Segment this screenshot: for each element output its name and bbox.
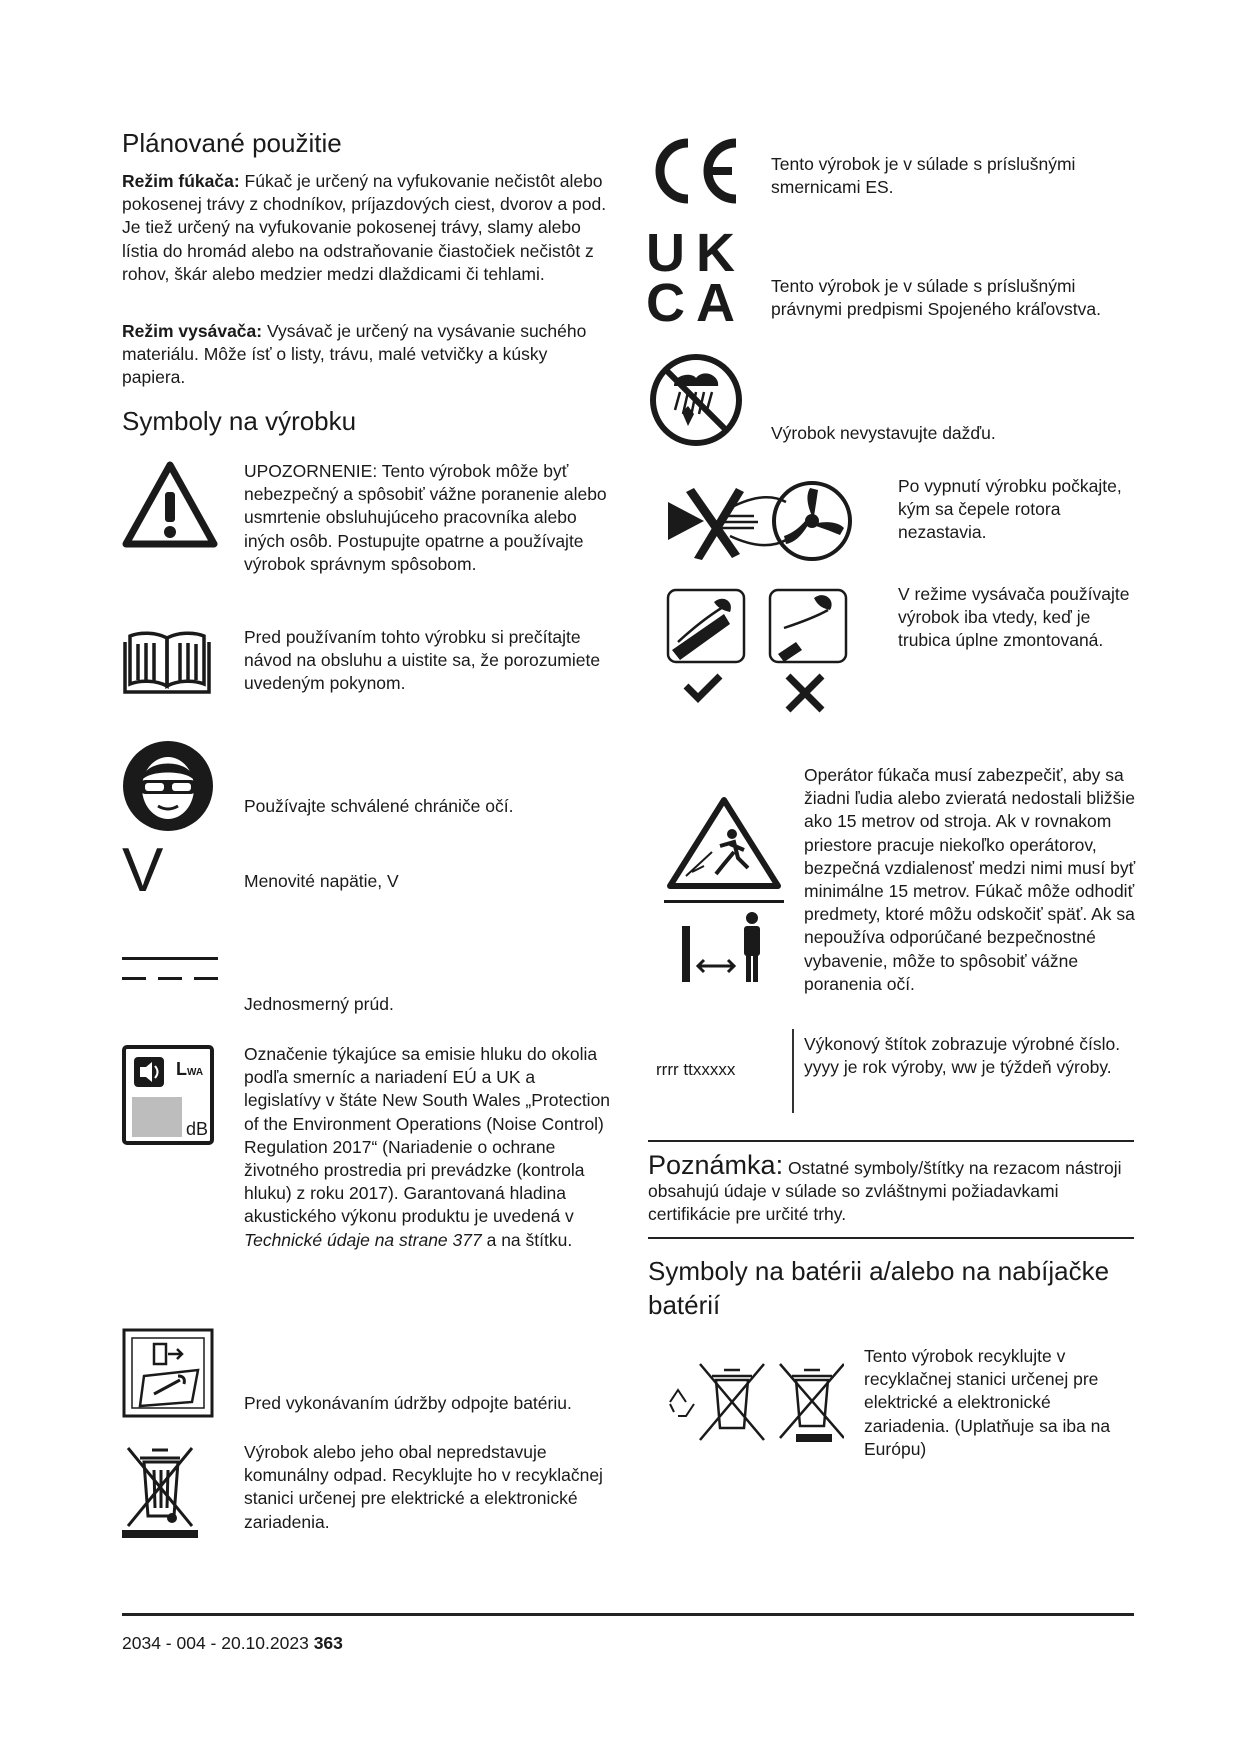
- footer: [122, 1632, 343, 1654]
- serial-text: Výkonový štítok zobrazuje výrobné číslo. yyyy je rok výroby, ww je týždeň výroby.: [804, 1034, 1121, 1078]
- eye-protection-text: Používajte schválené chrániče očí.: [244, 796, 514, 816]
- noise-emission-text: Označenie týkajúce sa emisie hluku do okolia podľa smerníc a nariadení EÚ a UK a legislatívy v štáte New South Wales „Protection of the Environment Operations (Noise Control) Regulation 2017“ (Nariadenie o ochrane životného prostredia pri prevádzke (kontrola hluku) z roku 2017). Garantovaná hladina akustického výkonu produktu je uvedená v Technické údaje na strane 377 a na štítku.: [244, 1044, 611, 1250]
- vacuum-mode-paragraph: [122, 320, 612, 390]
- note-label: Poznámka:: [648, 1150, 784, 1180]
- vacuum-mode-text: Vysávač je určený na vysávanie suchého materiálu. Môže ísť o listy, trávu, malé vetvičky a kúsky papiera.: [122, 321, 587, 388]
- safety-distance-icon: [664, 796, 784, 986]
- noise-label-icon: [122, 1045, 214, 1145]
- serial-divider: [792, 1029, 794, 1113]
- rotating-blades-icon: [664, 480, 854, 562]
- warning-triangle-icon: [122, 460, 218, 550]
- assembled-tube-icon: [664, 588, 854, 718]
- waste-text: Výrobok alebo jeho obal nepredstavuje komunálny odpad. Recyklujte ho v recyklačnej stanici určenej pre elektrické a elektronické zariadenia.: [244, 1442, 603, 1532]
- ce-text: Tento výrobok je v súlade s príslušnými smernicami ES.: [771, 154, 1076, 198]
- voltage-symbol: V: [122, 836, 164, 905]
- noise-lwa-label: LWA: [176, 1059, 204, 1079]
- footer-rule: [122, 1613, 1134, 1616]
- noise-value-box: [132, 1097, 182, 1137]
- ukca-text: Tento výrobok je v súlade s príslušnými právnymi predpismi Spojeného kráľovstva.: [771, 276, 1101, 320]
- note-top-rule: [648, 1140, 1134, 1142]
- note-text: Ostatné symboly/štítky na rezacom nástroji obsahujú údaje v súlade so zvláštnymi požiadavkami certifikácie pre určité trhy.: [648, 1158, 1122, 1225]
- noise-db-label: dB: [186, 1119, 209, 1139]
- direct-current-icon: [122, 955, 218, 985]
- note-paragraph: [648, 1150, 1128, 1227]
- page-number: 363: [313, 1633, 343, 1653]
- disconnect-battery-icon: [122, 1328, 214, 1418]
- blower-mode-label: Režim fúkača:: [122, 171, 240, 191]
- battery-recycle-icon: [664, 1360, 844, 1444]
- open-book-icon: [122, 628, 212, 696]
- footer-doc-ref: 2034 - 004 - 20.10.2023: [122, 1633, 309, 1653]
- ce-mark-icon: [648, 135, 744, 207]
- serial-code: rrrr ttxxxxx: [656, 1060, 736, 1079]
- heading-intended-use: Plánované použitie: [122, 128, 342, 158]
- tube-text: V režime vysávača používajte výrobok iba vtedy, keď je trubica úplne zmontovaná.: [898, 584, 1130, 651]
- speaker-icon: [132, 1055, 170, 1089]
- safety-distance-text: Operátor fúkača musí zabezpečiť, aby sa žiadni ľudia alebo zvieratá nedostali bližšie ako 15 metrov od stroja. Ak v rovnakom priestore pracuje niekoľko operátorov, bezpečná vzdialenosť medzi nimi musí byť minimálne 15 metrov. Fúkač môže odhodiť predmety, ktoré môžu odskočiť späť. Ak sa nepoužíva odporúčané bezpečnostné vybavenie, môže to spôsobiť vážne poranenia očí.: [804, 765, 1136, 994]
- warning-text: UPOZORNENIE: Tento výrobok môže byť nebezpečný a spôsobiť vážne poranenie alebo usmrtenie obsluhujúceho pracovníka alebo iných osôb. Postupujte opatrne a používajte výrobok správnym spôsobom.: [244, 461, 607, 574]
- manual-text: Pred používaním tohto výrobku si prečítajte návod na obsluhu a uistite sa, že porozumiete uvedeným pokynom.: [244, 627, 601, 694]
- rain-text: Výrobok nevystavujte dažďu.: [771, 423, 996, 443]
- ukca-mark-icon: U K C A: [646, 223, 733, 333]
- eye-protection-icon: [122, 740, 214, 832]
- technical-data-link[interactable]: Technické údaje na strane 377: [244, 1229, 482, 1250]
- vacuum-mode-label: Režim vysávača:: [122, 321, 263, 341]
- direct-current-text: Jednosmerný prúd.: [244, 994, 394, 1014]
- voltage-text: Menovité napätie, V: [244, 871, 399, 891]
- heading-battery-symbols: Symboly na batérii a/alebo na nabíjačke batérií: [648, 1256, 1110, 1320]
- maintenance-text: Pred vykonávaním údržby odpojte batériu.: [244, 1393, 572, 1413]
- crossed-bin-icon: [122, 1442, 198, 1538]
- no-rain-icon: [648, 352, 744, 448]
- note-bottom-rule: [648, 1237, 1134, 1239]
- blower-mode-paragraph: [122, 170, 612, 286]
- heading-product-symbols: Symboly na výrobku: [122, 406, 357, 436]
- blades-text: Po vypnutí výrobku počkajte, kým sa čepele rotora nezastavia.: [898, 476, 1122, 543]
- recycle-text: Tento výrobok recyklujte v recyklačnej stanici určenej pre elektrické a elektronické zariadenia. (Uplatňuje sa iba na Európu): [864, 1346, 1111, 1459]
- blower-mode-text: Fúkač je určený na vyfukovanie nečistôt alebo pokosenej trávy z chodníkov, príjazdových ciest, dvorov a pod. Je tiež určený na vyfukovanie pokosenej trávy, slamy alebo lístia do hromád alebo na odstraňovanie čiastočiek nečistôt z rohov, škár alebo medzier medzi dlaždicami či tehlami.: [122, 171, 607, 284]
